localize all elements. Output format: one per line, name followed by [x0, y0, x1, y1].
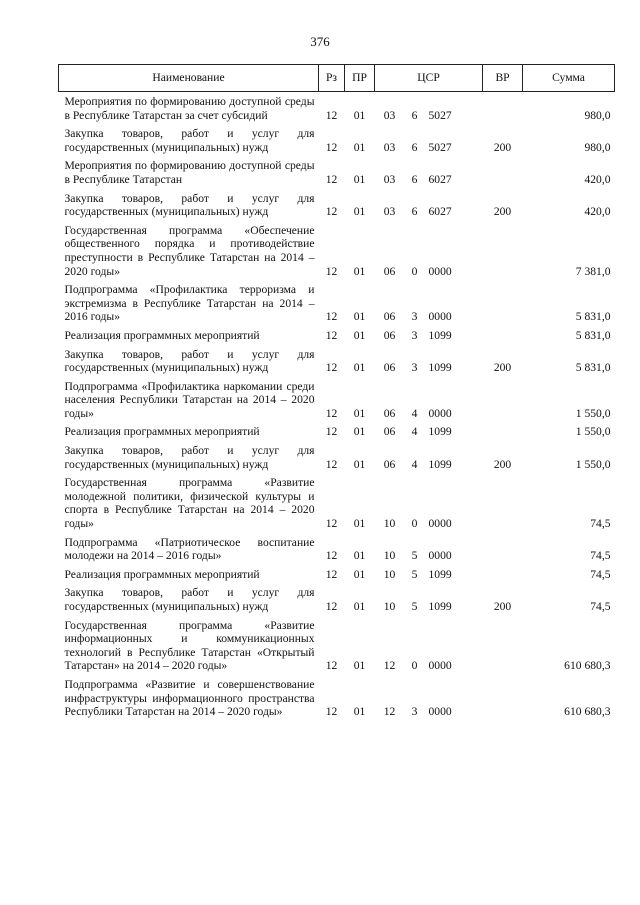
- row-name: Реализация программных мероприятий: [64, 425, 260, 439]
- row-sum: 74,5: [590, 567, 611, 581]
- row-csr-program: 03: [383, 108, 396, 122]
- row-csr-program: 03: [383, 172, 396, 186]
- row-csr-item: 0000: [428, 517, 452, 531]
- row-pr: 01: [353, 328, 366, 342]
- row-csr-program: 10: [383, 549, 396, 563]
- row-csr-program: 06: [383, 425, 396, 439]
- table-row: [59, 422, 615, 441]
- table-row: [59, 92, 615, 125]
- row-csr-subprogram: 4: [411, 457, 418, 471]
- row-vr: [483, 280, 523, 326]
- row-csr-program: 03: [383, 205, 396, 219]
- row-csr-subprogram: 4: [411, 425, 418, 439]
- row-sum: 1 550,0: [575, 425, 611, 439]
- row-csr-program: 10: [383, 567, 396, 581]
- row-rz: 12: [325, 205, 338, 219]
- row-csr-program: 10: [383, 517, 396, 531]
- row-sum: 5 831,0: [575, 310, 611, 324]
- row-csr-subprogram: 0: [411, 517, 418, 531]
- row-pr: 01: [353, 549, 366, 563]
- table-row: [59, 221, 615, 280]
- row-sum: 5 831,0: [575, 328, 611, 342]
- row-csr-subprogram: 6: [411, 205, 418, 219]
- row-csr-subprogram: 3: [411, 361, 418, 375]
- table-row: [59, 326, 615, 345]
- budget-table: [58, 64, 615, 721]
- row-csr-subprogram: 3: [411, 310, 418, 324]
- row-sum: 7 381,0: [575, 264, 611, 278]
- table-body: [59, 92, 615, 721]
- row-sum: 74,5: [590, 549, 611, 563]
- row-csr-subprogram: 6: [411, 108, 418, 122]
- table-row: [59, 189, 615, 221]
- row-name: Мероприятия по формированию доступной среды в Республике Татарстан: [64, 159, 315, 186]
- row-pr: 01: [353, 361, 366, 375]
- row-pr: 01: [353, 567, 366, 581]
- row-csr-subprogram: 0: [411, 264, 418, 278]
- row-csr-item: 1099: [428, 600, 452, 613]
- page-number: 376: [310, 34, 330, 49]
- row-rz: 12: [325, 457, 338, 471]
- row-csr-item: 0000: [428, 310, 452, 324]
- row-name: Государственная программа «Развитие информационных и коммуникационных технологий в Республике Татарстан «Открытый Татарстан» на 2014 – 2020 годы»: [64, 618, 315, 673]
- row-rz: 12: [325, 406, 338, 420]
- row-csr-program: 06: [383, 264, 396, 278]
- row-name: Подпрограмма «Патриотическое воспитание молодежи на 2014 – 2016 годы»: [64, 535, 315, 563]
- table-row: [59, 156, 615, 188]
- row-rz: 12: [325, 425, 338, 439]
- row-csr-subprogram: 5: [411, 600, 418, 613]
- row-name: Мероприятия по формированию доступной среды в Республике Татарстан за счет субсидий: [64, 95, 315, 122]
- row-vr: [483, 675, 523, 721]
- table-row: [59, 616, 615, 675]
- table-row: [59, 533, 615, 565]
- table-row: [59, 280, 615, 326]
- row-name: Государственная программа «Развитие молодежной политики, физической культуры и спорта в Республике Татарстан на 2014 – 2020 годы»: [64, 476, 315, 531]
- row-csr-item: 1099: [428, 425, 452, 439]
- row-vr: [483, 326, 523, 345]
- row-vr: [483, 473, 523, 532]
- row-csr-program: 12: [383, 705, 396, 719]
- row-sum: 610 680,3: [564, 705, 611, 719]
- row-vr: [483, 156, 523, 188]
- row-csr-program: 10: [383, 600, 396, 613]
- row-csr-item: 5027: [428, 140, 452, 154]
- row-sum: 420,0: [584, 205, 611, 219]
- row-csr-program: 06: [383, 406, 396, 420]
- row-sum: 420,0: [584, 172, 611, 186]
- row-csr-item: 0000: [428, 549, 452, 563]
- row-name: Государственная программа «Обеспечение общественного порядка и противодействие преступности в Республике Татарстан на 2014 – 2020 годы»: [64, 223, 315, 278]
- row-pr: 01: [353, 140, 366, 154]
- row-pr: 01: [353, 517, 366, 531]
- row-pr: 01: [353, 600, 366, 613]
- row-csr-program: 06: [383, 328, 396, 342]
- table-header-row: [59, 65, 615, 92]
- header-csr: ЦСР: [375, 65, 483, 92]
- row-name: Закупка товаров, работ и услуг для государственных (муниципальных) нужд: [64, 127, 315, 154]
- row-csr-program: 12: [383, 659, 396, 673]
- header-vr: ВР: [483, 65, 523, 92]
- row-sum: 74,5: [590, 600, 611, 613]
- row-pr: 01: [353, 108, 366, 122]
- row-name: Закупка товаров, работ и услуг для государственных (муниципальных) нужд: [64, 444, 315, 471]
- row-vr: 200: [493, 140, 512, 154]
- row-csr-program: 06: [383, 361, 396, 375]
- row-pr: 01: [353, 457, 366, 471]
- row-csr-item: 1099: [428, 361, 452, 375]
- row-vr: [483, 92, 523, 125]
- row-pr: 01: [353, 172, 366, 186]
- header-sum: Сумма: [523, 65, 615, 92]
- table-row: [59, 377, 615, 423]
- row-pr: 01: [353, 705, 366, 719]
- row-csr-item: 1099: [428, 567, 452, 581]
- row-vr: [483, 221, 523, 280]
- row-rz: 12: [325, 140, 338, 154]
- table-row: [59, 345, 615, 377]
- row-csr-program: 06: [383, 457, 396, 471]
- row-name: Подпрограмма «Профилактика терроризма и экстремизма в Республике Татарстан на 2014 – 2016 годы»: [64, 283, 315, 324]
- table-row: [59, 441, 615, 473]
- row-sum: 1 550,0: [575, 406, 611, 420]
- row-vr: [483, 565, 523, 584]
- table-row: [59, 124, 615, 156]
- row-vr: [483, 422, 523, 441]
- row-pr: 01: [353, 425, 366, 439]
- row-rz: 12: [325, 264, 338, 278]
- table-row: [59, 583, 615, 615]
- row-csr-program: 03: [383, 140, 396, 154]
- row-csr-item: 0000: [428, 705, 452, 719]
- row-rz: 12: [325, 108, 338, 122]
- row-pr: 01: [353, 310, 366, 324]
- row-vr: [483, 616, 523, 675]
- row-csr-item: 1099: [428, 328, 452, 342]
- table-row: [59, 675, 615, 721]
- row-name: Реализация программных мероприятий: [64, 328, 260, 342]
- row-sum: 1 550,0: [575, 457, 611, 471]
- row-rz: 12: [325, 328, 338, 342]
- row-rz: 12: [325, 172, 338, 186]
- row-rz: 12: [325, 600, 338, 613]
- row-rz: 12: [325, 549, 338, 563]
- row-vr: 200: [493, 205, 512, 219]
- row-csr-subprogram: 4: [411, 406, 418, 420]
- row-name: Реализация программных мероприятий: [64, 567, 260, 581]
- row-name: Закупка товаров, работ и услуг для государственных (муниципальных) нужд: [64, 191, 315, 219]
- row-csr-item: 6027: [428, 205, 452, 219]
- row-name: Закупка товаров, работ и услуг для государственных (муниципальных) нужд: [64, 347, 315, 375]
- row-rz: 12: [325, 361, 338, 375]
- header-pr: ПР: [345, 65, 375, 92]
- row-csr-item: 0000: [428, 406, 452, 420]
- header-name: Наименование: [59, 65, 319, 92]
- row-csr-item: 0000: [428, 659, 452, 673]
- row-csr-subprogram: 5: [411, 567, 418, 581]
- row-sum: 74,5: [590, 517, 611, 531]
- row-pr: 01: [353, 659, 366, 673]
- row-pr: 01: [353, 264, 366, 278]
- row-name: Подпрограмма «Профилактика наркомании среди населения Республики Татарстан на 2014 – 2020 годы»: [64, 379, 315, 420]
- row-csr-item: 6027: [428, 172, 452, 186]
- row-vr: 200: [493, 361, 512, 375]
- row-csr-item: 0000: [428, 264, 452, 278]
- row-csr-subprogram: 3: [411, 328, 418, 342]
- row-name: Подпрограмма «Развитие и совершенствование инфраструктуры информационного пространства Республики Татарстан на 2014 – 2020 годы»: [64, 677, 315, 719]
- header-rz: Рз: [319, 65, 345, 92]
- row-vr: 200: [493, 600, 512, 613]
- row-sum: 980,0: [584, 140, 611, 154]
- row-rz: 12: [325, 517, 338, 531]
- row-rz: 12: [325, 659, 338, 673]
- row-sum: 980,0: [584, 108, 611, 122]
- row-sum: 5 831,0: [575, 361, 611, 375]
- row-rz: 12: [325, 705, 338, 719]
- row-csr-subprogram: 0: [411, 659, 418, 673]
- row-csr-program: 06: [383, 310, 396, 324]
- row-csr-subprogram: 6: [411, 140, 418, 154]
- row-csr-item: 1099: [428, 457, 452, 471]
- row-pr: 01: [353, 406, 366, 420]
- row-csr-item: 5027: [428, 108, 452, 122]
- row-csr-subprogram: 6: [411, 172, 418, 186]
- row-pr: 01: [353, 205, 366, 219]
- table-row: [59, 473, 615, 532]
- row-vr: [483, 377, 523, 423]
- row-vr: 200: [493, 457, 512, 471]
- row-name: Закупка товаров, работ и услуг для государственных (муниципальных) нужд: [64, 586, 315, 613]
- table-row: [59, 565, 615, 584]
- row-csr-subprogram: 3: [411, 705, 418, 719]
- row-sum: 610 680,3: [564, 659, 611, 673]
- row-vr: [483, 533, 523, 565]
- row-rz: 12: [325, 310, 338, 324]
- row-rz: 12: [325, 567, 338, 581]
- row-csr-subprogram: 5: [411, 549, 418, 563]
